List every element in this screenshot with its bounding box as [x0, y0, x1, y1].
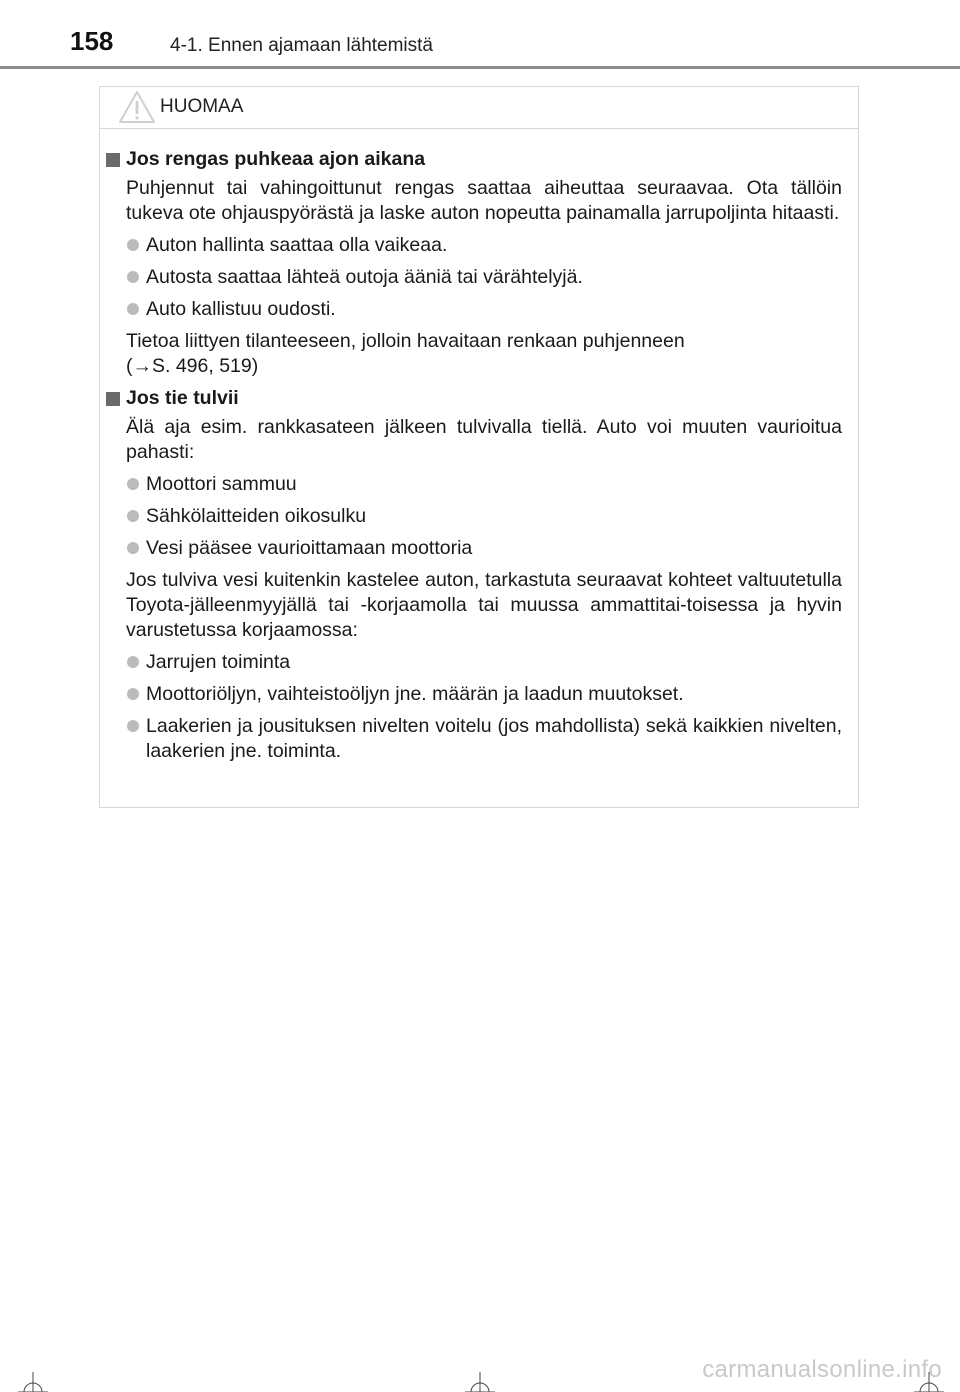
circle-bullet-icon: [127, 542, 139, 554]
circle-bullet-icon: [127, 688, 139, 700]
circle-bullet-icon: [127, 303, 139, 315]
notice-body: [100, 129, 858, 764]
paragraph: Puhjennut tai vahingoittunut rengas saattaa aiheuttaa seuraavaa. Ota tällöin tukeva ote ohjauspyörästä ja laske auton nopeutta painamalla jarrupoljinta hitaasti.: [126, 177, 842, 224]
page-reference: (→S. 496, 519): [126, 355, 259, 377]
section-flat-tire: [106, 147, 842, 379]
circle-bullet-icon: [127, 656, 139, 668]
list-item: Moottori sammuu: [127, 472, 842, 497]
paragraph: Älä aja esim. rankkasateen jälkeen tulvivalla tiellä. Auto voi muuten vaurioitua pahasti:: [126, 416, 842, 463]
registration-mark-icon: [18, 1372, 48, 1392]
reference-paragraph: Tietoa liittyen tilanteeseen, jolloin havaitaan renkaan puhjenneen (→S. 496, 519): [126, 330, 685, 377]
list-item: Auto kallistuu oudosti.: [127, 297, 842, 322]
list-item: Laakerien ja jousituksen nivelten voitelu (jos mahdollista) sekä kaikkien nivelten, laakerien jne. toiminta.: [127, 714, 842, 764]
list-item: Moottoriöljyn, vaihteistoöljyn jne. määrän ja laadun muutokset.: [127, 682, 842, 707]
list-item: Auton hallinta saattaa olla vaikeaa.: [127, 233, 842, 258]
circle-bullet-icon: [127, 510, 139, 522]
section-heading: [106, 147, 842, 172]
circle-bullet-icon: [127, 720, 139, 732]
list-item: Autosta saattaa lähteä outoja ääniä tai värähtelyjä.: [127, 265, 842, 290]
warning-triangle-icon: [118, 90, 156, 124]
registration-mark-icon: [914, 1372, 944, 1392]
paragraph: Jos tulviva vesi kuitenkin kastelee auton, tarkastuta seuraavat kohteet valtuutetulla Toyota-jälleenmyyjällä tai -korjaamolla tai muussa ammattitai-toisessa ja hyvin varustetussa korjaamossa:: [126, 569, 842, 641]
section-heading: [106, 386, 842, 411]
page-number: 158: [70, 26, 114, 56]
watermark: carmanualsonline.info: [702, 1356, 942, 1383]
section-flooded-road: [106, 386, 842, 764]
section-heading-text: Jos tie tulvii: [126, 387, 239, 409]
notice-box: [99, 86, 859, 808]
chapter-title: 4-1. Ennen ajamaan lähtemistä: [170, 35, 433, 56]
section-heading-text: Jos rengas puhkeaa ajon aikana: [126, 148, 426, 170]
notice-header: [100, 87, 858, 129]
circle-bullet-icon: [127, 271, 139, 283]
notice-title: HUOMAA: [160, 96, 244, 117]
list-item: Sähkölaitteiden oikosulku: [127, 504, 842, 529]
list-item: Vesi pääsee vaurioittamaan moottoria: [127, 536, 842, 561]
header-divider: [0, 66, 960, 69]
square-bullet-icon: [106, 153, 120, 167]
circle-bullet-icon: [127, 239, 139, 251]
list-item: Jarrujen toiminta: [127, 650, 842, 675]
circle-bullet-icon: [127, 478, 139, 490]
registration-mark-icon: [465, 1372, 495, 1392]
square-bullet-icon: [106, 392, 120, 406]
page-header: [0, 0, 960, 70]
